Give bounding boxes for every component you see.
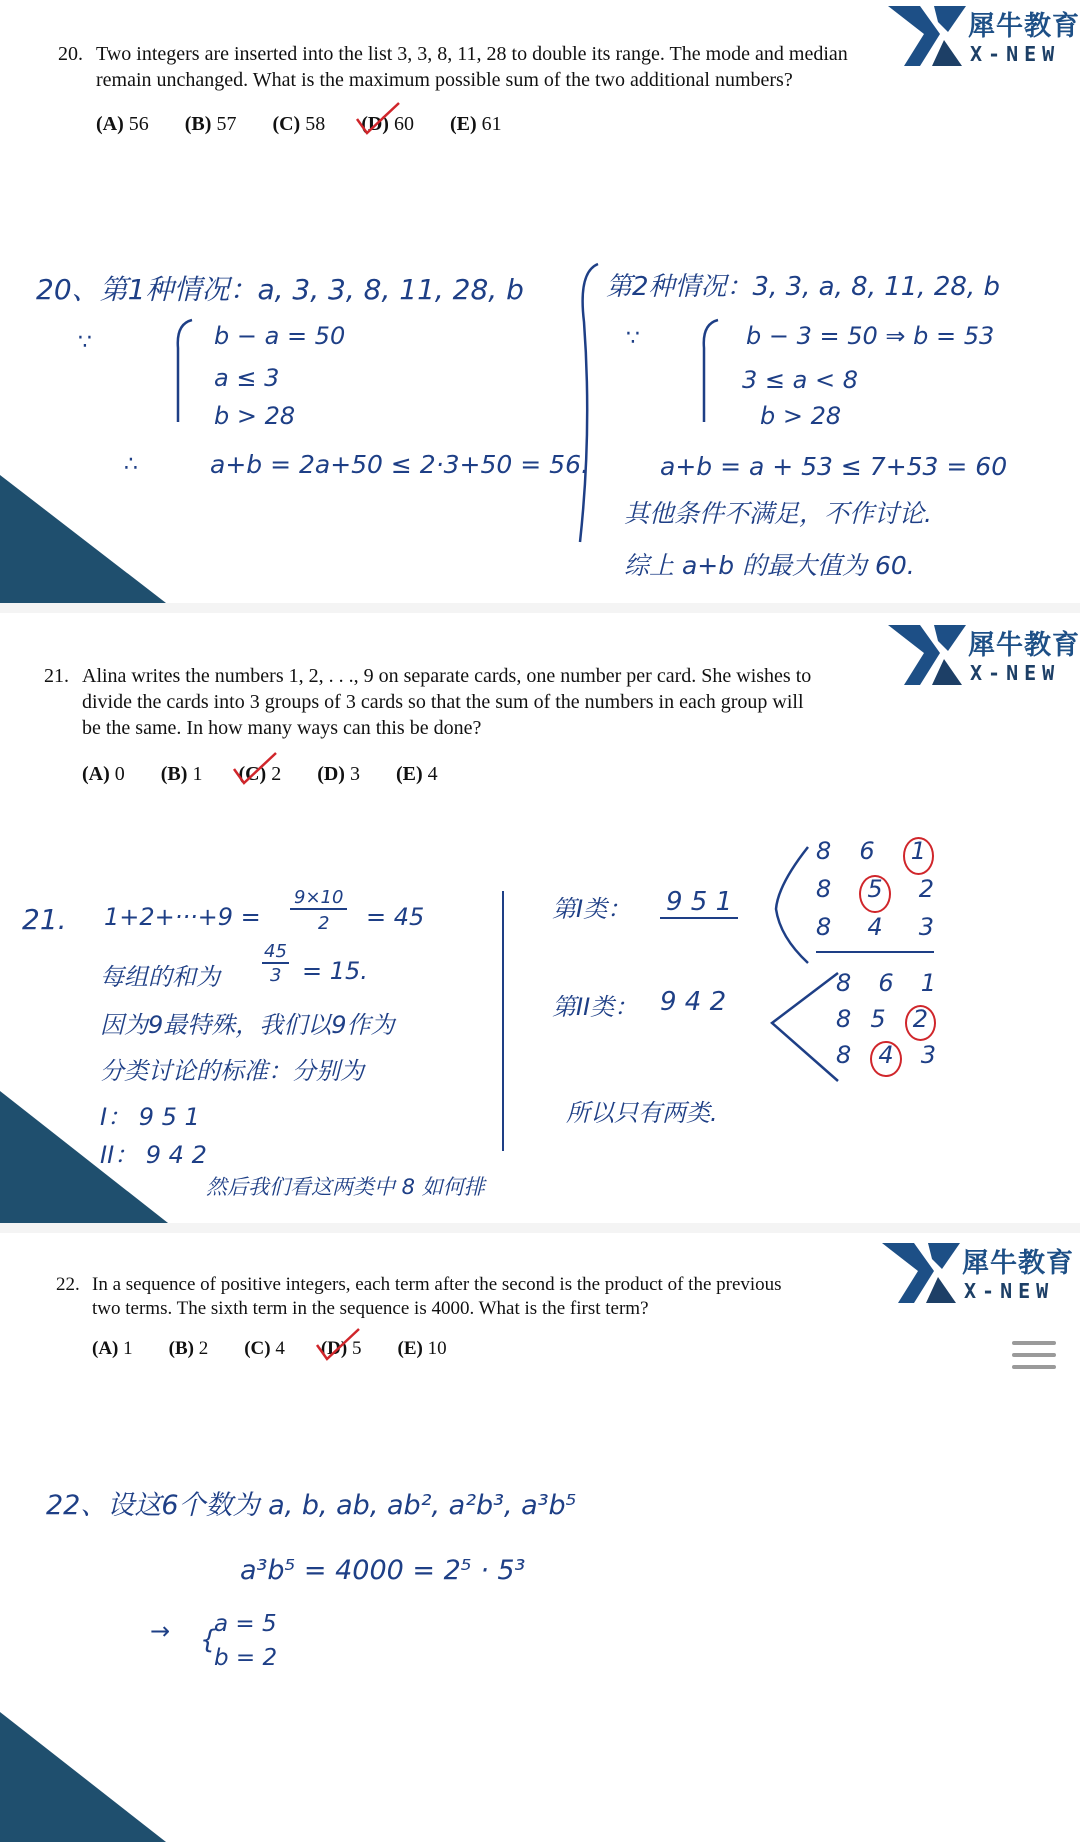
note-line: b − 3 = 50 ⇒ b = 53: [746, 322, 995, 350]
problem-number: 20.: [58, 43, 83, 65]
grid-group-1: 8 6 1 8 5 2 8 4 3: [816, 837, 934, 953]
brand-name-cn: 犀牛教育: [968, 630, 1080, 661]
brand-logo: [886, 621, 1080, 693]
note-line: II： 9 4 2: [100, 1141, 207, 1169]
note-line: 每组的和为: [100, 963, 220, 991]
note-line: 第I类：: [552, 895, 632, 923]
problem-22-panel: [0, 1233, 1080, 1842]
note-line: 然后我们看这两类中 8 如何排: [206, 1175, 485, 1199]
note-line: b > 28: [760, 402, 842, 430]
grid-group-2: 8 6 1 8 5 2 8 4 3: [836, 969, 936, 1077]
problem-text-line: Alina writes the numbers 1, 2, . . ., 9 on separate cards, one number per card. She wishes to: [82, 665, 812, 687]
circled-digit: 4: [870, 1041, 901, 1077]
choice-b[interactable]: (B) 1: [160, 763, 203, 785]
note-arrow: →: [150, 1617, 171, 1645]
note-fraction-num: 45: [264, 941, 287, 962]
note-line: b > 28: [214, 402, 296, 430]
note-line: = 15.: [302, 957, 368, 985]
divider-line: [502, 891, 504, 1151]
note-line: b = 2: [214, 1645, 278, 1671]
note-label: ∴: [124, 452, 138, 477]
answer-choices: [82, 761, 474, 787]
problem-text-line: divide the cards into 3 groups of 3 cards so that the sum of the numbers in each group will: [82, 691, 804, 713]
choice-b[interactable]: (B) 2: [168, 1338, 209, 1359]
choice-e[interactable]: (E) 4: [395, 763, 438, 785]
problem-text-line: two terms. The sixth term in the sequence is 4000. What is the first term?: [92, 1298, 649, 1319]
note-line: a³b⁵ = 4000 = 2⁵ · 5³: [240, 1555, 526, 1586]
x-logo-icon: [886, 2, 970, 70]
note-fraction-num: 9×10: [290, 887, 347, 910]
problem-number: 22.: [56, 1274, 80, 1295]
choice-e[interactable]: (E) 10: [397, 1338, 447, 1359]
problem-21-panel: [0, 613, 1080, 1223]
problem-20-panel: [0, 0, 1080, 603]
note-line: a = 5: [214, 1611, 277, 1637]
note-line: 第II类：: [552, 993, 639, 1021]
corner-decoration: [0, 475, 166, 603]
note-line: b − a = 50: [214, 322, 346, 350]
note-line: 1+2+···+9 =: [104, 903, 261, 931]
problem-text-line: be the same. In how many ways can this be done?: [82, 717, 482, 739]
checkmark-icon: [355, 101, 403, 137]
circled-digit: 5: [859, 875, 890, 913]
problem-text-line: Two integers are inserted into the list 3, 3, 8, 11, 28 to double its range. The mode and median: [96, 43, 848, 65]
note-line: 所以只有两类.: [566, 1099, 718, 1127]
note-label: ∵: [626, 326, 640, 351]
brand-logo: [880, 1239, 1080, 1311]
brace-icon: {: [200, 1625, 217, 1655]
note-fraction-den: 2: [318, 913, 330, 934]
note-line: 其他条件不满足，不作讨论.: [624, 499, 932, 528]
note-line: a+b = 2a+50 ≤ 2·3+50 = 56.: [210, 450, 589, 479]
answer-choices: [96, 111, 538, 137]
choice-b[interactable]: (B) 57: [184, 113, 237, 135]
note-line: 9 4 2: [660, 987, 727, 1017]
problem-text-line: remain unchanged. What is the maximum possible sum of the two additional numbers?: [96, 69, 793, 91]
note-line: 21.: [22, 903, 67, 936]
note-line: 分类讨论的标准：分别为: [100, 1057, 364, 1085]
brace-icon: [694, 318, 724, 426]
x-logo-icon: [880, 1239, 964, 1307]
choice-a[interactable]: (A) 1: [92, 1338, 133, 1359]
choice-c[interactable]: (C) 2: [238, 761, 281, 787]
choice-c[interactable]: (C) 4: [244, 1338, 285, 1359]
circled-digit: 1: [903, 837, 934, 875]
divider-brace-icon: [566, 262, 606, 544]
choice-d[interactable]: (D) 60: [361, 111, 414, 137]
note-line: 第2种情况：3, 3, a, 8, 11, 28, b: [606, 272, 1000, 302]
note-fraction-den: 3: [270, 965, 282, 986]
menu-icon[interactable]: [1006, 1333, 1062, 1379]
choice-e[interactable]: (E) 61: [449, 113, 502, 135]
choice-a[interactable]: (A) 56: [96, 113, 149, 135]
note-line: 因为9最特殊，我们以9作为: [100, 1011, 395, 1039]
brand-name-cn: 犀牛教育: [962, 1248, 1074, 1279]
checkmark-icon: [232, 751, 280, 787]
note-line: 9 5 1: [660, 887, 738, 919]
brand-logo: [886, 2, 1080, 74]
bracket-icon: [768, 971, 842, 1085]
problem-text-line: In a sequence of positive integers, each term after the second is the product of the previous: [92, 1274, 782, 1295]
choice-d[interactable]: (D) 5: [321, 1337, 362, 1361]
corner-decoration: [0, 1712, 166, 1842]
note-line: 3 ≤ a < 8: [742, 366, 858, 394]
note-line: a ≤ 3: [214, 364, 280, 392]
note-line: = 45: [366, 903, 425, 931]
answer-choices: [92, 1337, 483, 1361]
problem-number: 21.: [44, 665, 69, 687]
note-line: I： 9 5 1: [100, 1103, 200, 1131]
corner-decoration: [0, 1091, 168, 1223]
brand-name-en: X-NEW: [970, 661, 1061, 685]
checkmark-icon: [315, 1327, 363, 1363]
note-label: ∵: [78, 330, 92, 355]
note-line: 22、设这6个数为 a, b, ab, ab², a²b³, a³b⁵: [46, 1490, 577, 1521]
brand-name-en: X-NEW: [970, 42, 1061, 66]
choice-d[interactable]: (D) 3: [317, 763, 360, 785]
bracket-icon: [772, 845, 812, 965]
note-line: a+b = a + 53 ≤ 7+53 = 60: [660, 452, 1008, 481]
brace-icon: [168, 318, 198, 426]
choice-a[interactable]: (A) 0: [82, 763, 125, 785]
note-line: 20、第1种情况：a, 3, 3, 8, 11, 28, b: [36, 273, 524, 306]
x-logo-icon: [886, 621, 970, 689]
choice-c[interactable]: (C) 58: [272, 113, 326, 135]
circled-digit: 2: [905, 1005, 936, 1041]
brand-name-cn: 犀牛教育: [968, 11, 1080, 42]
note-line: 综上 a+b 的最大值为 60.: [624, 551, 915, 580]
brand-name-en: X-NEW: [964, 1279, 1055, 1303]
